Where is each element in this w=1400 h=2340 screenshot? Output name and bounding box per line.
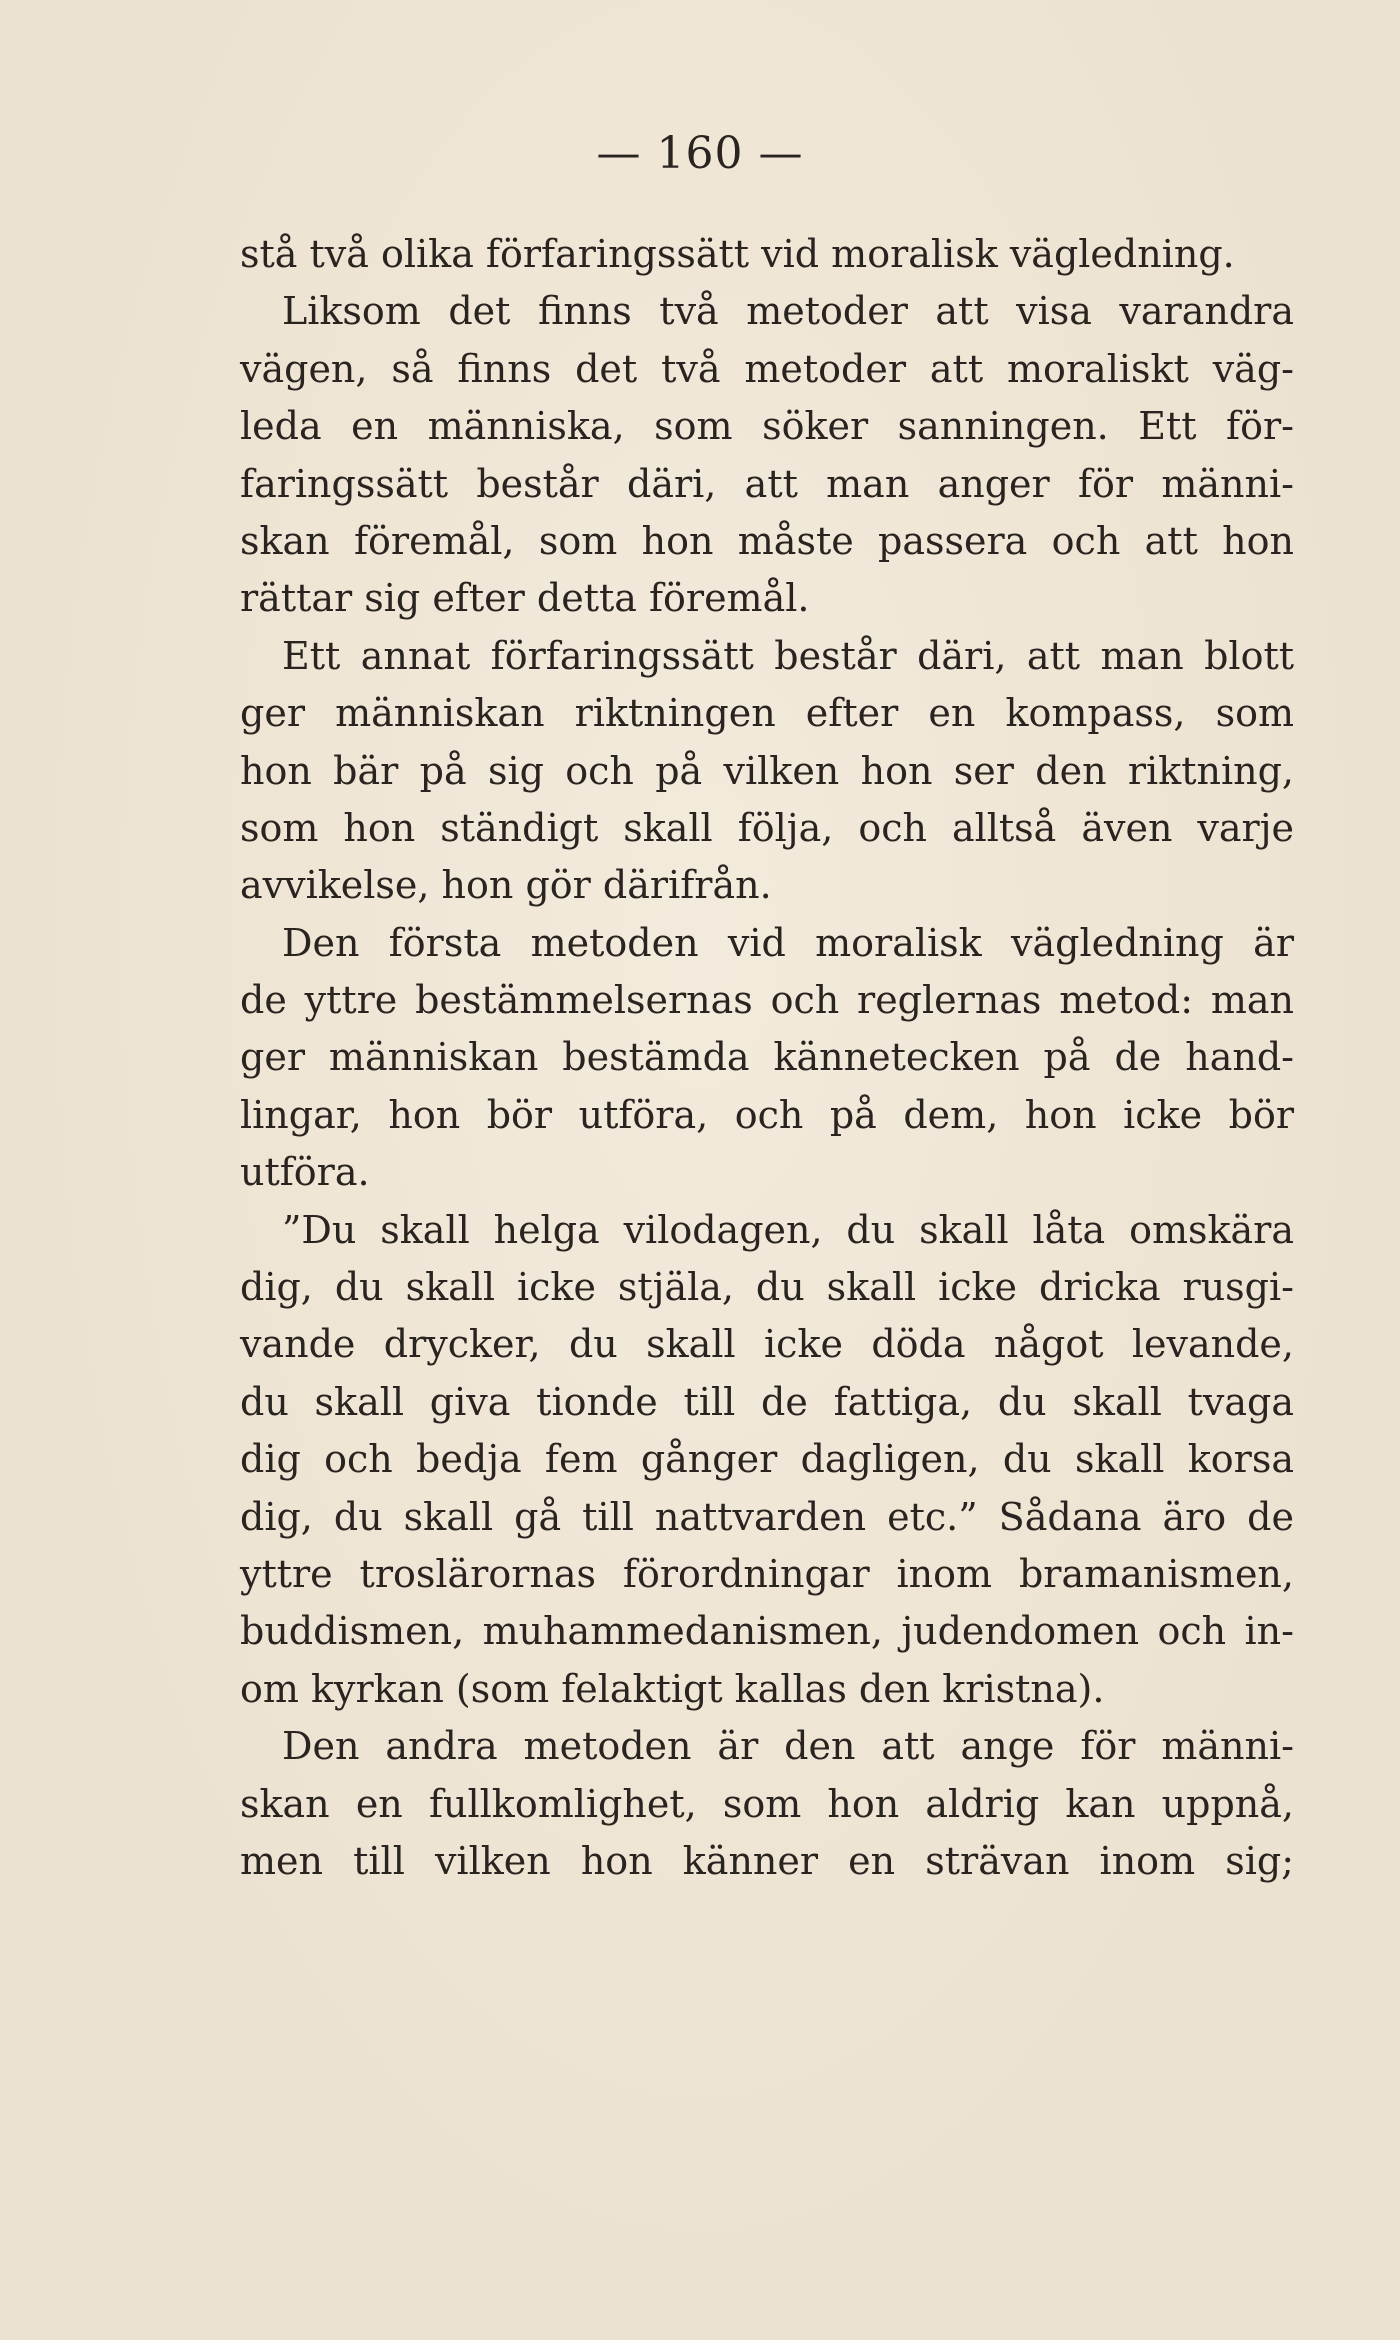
- text-line: yttre troslärornas förordningar inom bramanismen,: [240, 1551, 1294, 1596]
- text-line: faringssätt består däri, att man anger för männi-: [240, 461, 1294, 506]
- text-line: ger människan riktningen efter en kompass, som: [240, 691, 1294, 736]
- text-line: de yttre bestämmelsernas och reglernas metod: man: [240, 978, 1294, 1023]
- text-line: dig och bedja fem gånger dagligen, du skall korsa: [240, 1437, 1294, 1482]
- text-line: hon bär på sig och på vilken hon ser den riktning,: [240, 748, 1294, 793]
- text-line: skan föremål, som hon måste passera och att hon: [240, 518, 1294, 563]
- body-text: [240, 226, 1294, 1890]
- text-line: Den andra metoden är den att ange för männi-: [282, 1724, 1294, 1769]
- text-line: utföra.: [240, 1150, 370, 1195]
- text-line: vägen, så finns det två metoder att moraliskt väg-: [240, 346, 1294, 391]
- text-line: om kyrkan (som felaktigt kallas den kristna).: [240, 1666, 1105, 1711]
- text-line: ger människan bestämda kännetecken på de hand-: [240, 1035, 1294, 1080]
- page-number: — 160 —: [596, 128, 804, 179]
- text-line: du skall giva tionde till de fattiga, du skall tvaga: [240, 1379, 1294, 1424]
- text-line: dig, du skall icke stjäla, du skall icke dricka rusgi-: [240, 1265, 1294, 1310]
- text-line: dig, du skall gå till nattvarden etc.” Sådana äro de: [240, 1494, 1294, 1539]
- text-line: Den första metoden vid moralisk vägledning är: [282, 920, 1294, 965]
- text-line: leda en människa, som söker sanningen. Ett för-: [240, 404, 1294, 449]
- text-line: lingar, hon bör utföra, och på dem, hon icke bör: [240, 1092, 1294, 1137]
- text-line: buddismen, muhammedanismen, judendomen och in-: [240, 1609, 1294, 1654]
- text-line: som hon ständigt skall följa, och alltså även varje: [240, 805, 1294, 850]
- text-line: men till vilken hon känner en strävan inom sig;: [240, 1838, 1294, 1883]
- text-line: Liksom det finns två metoder att visa varandra: [282, 289, 1294, 334]
- text-line: avvikelse, hon gör därifrån.: [240, 863, 772, 908]
- text-line: skan en fullkomlighet, som hon aldrig kan uppnå,: [240, 1781, 1294, 1826]
- text-line: vande drycker, du skall icke döda något levande,: [240, 1322, 1294, 1367]
- text-line: stå två olika förfaringssätt vid moralisk vägledning.: [240, 232, 1235, 276]
- text-line: rättar sig efter detta föremål.: [240, 576, 810, 621]
- text-line: ”Du skall helga vilodagen, du skall låta omskära: [282, 1207, 1294, 1252]
- text-line: Ett annat förfaringssätt består däri, att man blott: [282, 633, 1294, 678]
